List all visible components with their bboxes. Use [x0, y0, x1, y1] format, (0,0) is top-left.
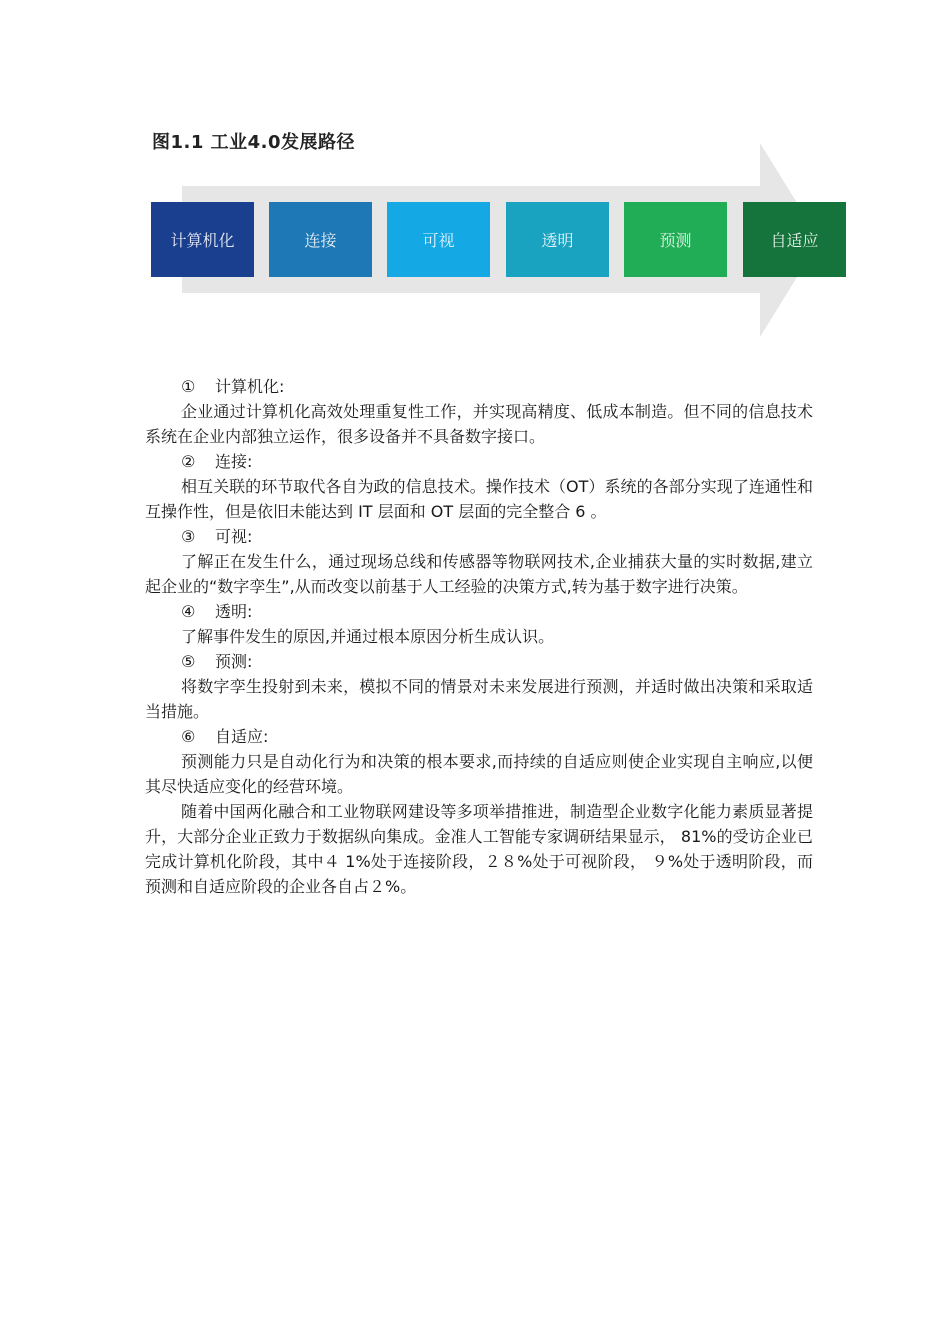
figure-title: 图1.1 工业4.0发展路径	[152, 132, 356, 153]
section-body: 了解事件发生的原因,并通过根本原因分析生成认识。	[181, 627, 555, 646]
section-heading	[145, 724, 813, 749]
section-body: 了解正在发生什么，通过现场总线和传感器等物联网技术,企业捕获大量的实时数据,建立起企业的“数字孪生”,从而改变以前基于人工经验的决策方式,转为基于数字进行决策。	[145, 552, 813, 596]
stage-box: 计算机化	[151, 202, 254, 277]
section-number: ①	[181, 377, 196, 396]
stage-box: 可视	[387, 202, 490, 277]
section-body: 相互关联的环节取代各自为政的信息技术。操作技术（OT）系统的各部分实现了连通性和互操作性，但是依旧未能达到 IT 层面和 OT 层面的完全整合 6 。	[145, 477, 813, 521]
section-heading	[145, 449, 813, 474]
section-number: ⑥	[181, 727, 196, 746]
section-number: ④	[181, 602, 196, 621]
section-title: 连接:	[215, 452, 253, 471]
development-path-arrow	[0, 0, 950, 360]
section-title: 自适应:	[215, 727, 269, 746]
section-heading	[145, 374, 813, 399]
stage-box: 连接	[269, 202, 372, 277]
section-heading	[145, 649, 813, 674]
section-number: ②	[181, 452, 196, 471]
section-body: 预测能力只是自动化行为和决策的根本要求,而持续的自适应则使企业实现自主响应,以便其尽快适应变化的经营环境。	[145, 752, 813, 796]
section-title: 透明:	[215, 602, 253, 621]
stage-box: 透明	[506, 202, 609, 277]
section-body: 将数字孪生投射到未来，模拟不同的情景对未来发展进行预测，并适时做出决策和采取适当措施。	[145, 677, 813, 721]
section-title: 计算机化:	[215, 377, 285, 396]
section-body: 企业通过计算机化高效处理重复性工作，并实现高精度、低成本制造。但不同的信息技术系统在企业内部独立运作，很多设备并不具备数字接口。	[145, 402, 813, 446]
stage-box: 自适应	[743, 202, 846, 277]
section-heading	[145, 524, 813, 549]
document-body	[145, 374, 813, 899]
section-number: ③	[181, 527, 196, 546]
closing-paragraph: 随着中国两化融合和工业物联网建设等多项举措推进，制造型企业数字化能力素质显著提升，大部分企业正致力于数据纵向集成。金准人工智能专家调研结果显示， 81%的受访企业已完成计算机化阶段，其中４ 1%处于连接阶段，２８%处于可视阶段， ９%处于透明阶段，而预测和自适应阶段的企业各自占２%。	[145, 802, 813, 896]
section-title: 可视:	[215, 527, 253, 546]
section-title: 预测:	[215, 652, 253, 671]
stage-box: 预测	[624, 202, 727, 277]
section-heading	[145, 599, 813, 624]
section-number: ⑤	[181, 652, 196, 671]
section-list	[145, 374, 813, 799]
